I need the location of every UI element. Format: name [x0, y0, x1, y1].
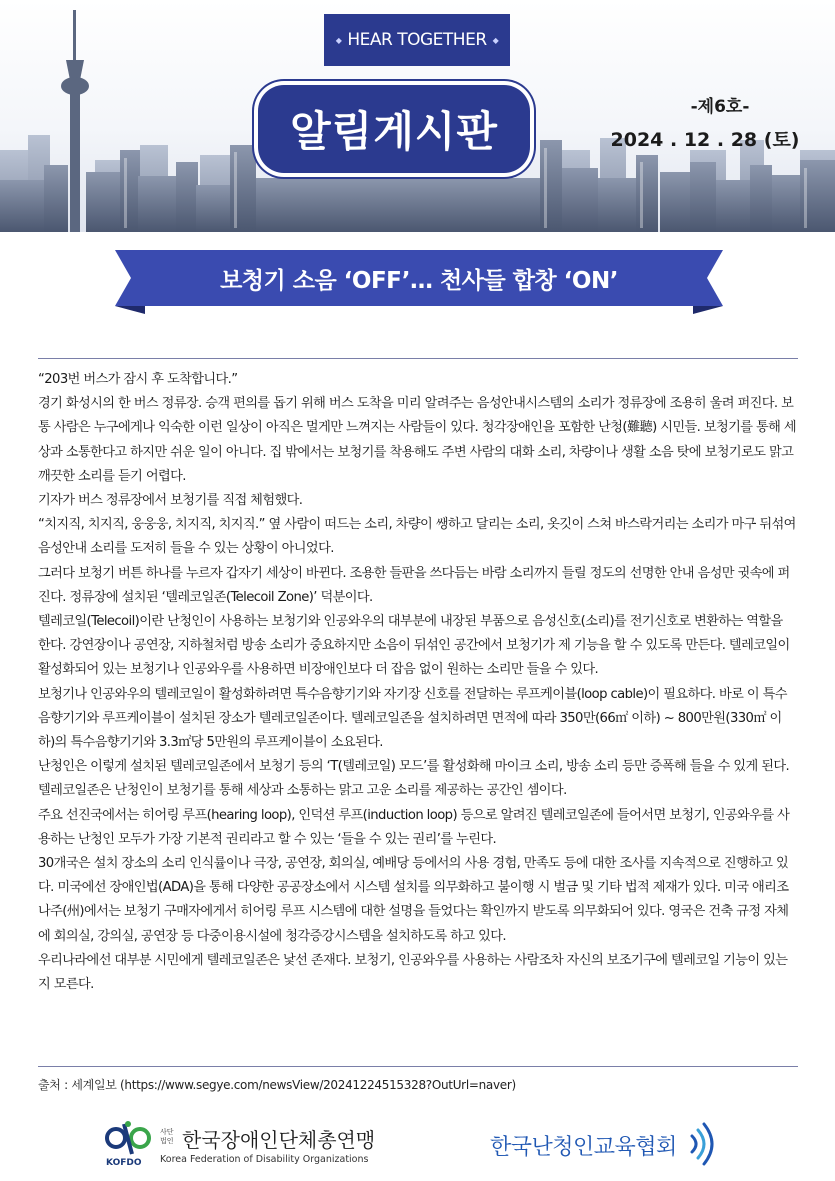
hearing-education-logo — [490, 1122, 740, 1170]
article-paragraph: 난청인은 이렇게 설치된 텔레코일존에서 보청기 등의 ‘T(텔레코일) 모드’를 활성화해 마이크 소리, 방송 소리 등만 증폭해 들을 수 있게 된다. 텔레코일존은 난청인이 보청기를 통해 세상과 소통하는 맑고 고운 소리를 제공하는 공간인 셈이다. — [38, 759, 790, 799]
divider-bottom — [38, 1066, 798, 1067]
kofdo-mark-icon — [102, 1118, 156, 1160]
kofdo-abbr: KOFDO — [106, 1158, 142, 1168]
article-paragraph: 주요 선진국에서는 히어링 루프(hearing loop), 인덕션 루프(induction loop) 등으로 알려진 텔레코일존에 들어서면 보청기, 인공와우를 사용하는 난청인 모두가 가장 기본적 권리라고 할 수 있는 ‘들을 수 있는 권리’를 누린다. — [38, 807, 790, 847]
bullet-icon: ◆ — [335, 35, 342, 45]
article-paragraph: 경기 화성시의 한 버스 정류장. 승객 편의를 돕기 위해 버스 도착을 미리 알려주는 음성안내시스템의 소리가 정류장에 조용히 울려 퍼진다. 보통 사람은 누구에게나 익숙한 이런 일상이 아직은 멀게만 느껴지는 사람들이 있다. 청각장애인을 포함한 난청(難聽) 시민들. 보청기를 통해 세상과 소통한다고 하지만 쉬운 일이 아니다. 집 밖에서는 보청기를 착용해도 주변 사람의 대화 소리, 차량이나 생활 소음 탓에 보청기로도 맑고 깨끗한 소리를 듣기 어렵다. — [38, 396, 797, 484]
kofdo-logo — [102, 1118, 382, 1174]
headline: 보청기 소음 ‘OFF’… 천사들 합창 ‘ON’ — [220, 267, 618, 294]
sound-wave-icon — [686, 1122, 722, 1166]
issue-info — [600, 92, 810, 152]
article-paragraph: 텔레코일(Telecoil)이란 난청인이 사용하는 보청기와 인공와우의 대부분에 내장된 부품으로 음성신호(소리)를 전기신호로 변환하는 역할을 한다. 강연장이나 공연장, 지하철처럼 방송 소리가 중요하지만 소음이 뒤섞인 공간에서 보청기가 제 기능을 할 수 있도록 만든다. 텔레코일이 활성화되어 있는 보청기나 인공와우를 사용하면 비장애인보다 더 잡음 없이 원하는 소리만 들을 수 있다. — [38, 614, 790, 678]
article-paragraph: 우리나라에선 대부분 시민에게 텔레코일존은 낯선 존재다. 보청기, 인공와우를 사용하는 사람조차 자신의 보조기구에 텔레코일 기능이 있는지 모른다. — [38, 952, 788, 993]
bullet-icon: ◆ — [492, 35, 499, 45]
article-paragraph: 그러다 보청기 버튼 하나를 누르자 갑자기 세상이 바뀐다. 조용한 들판을 쓰다듬는 바람 소리까지 들릴 정도의 선명한 안내 음성만 귓속에 퍼진다. 정류장에 설치된 ‘텔레코일존(Telecoil Zone)’ 덕분이다. — [38, 565, 790, 605]
divider-top — [38, 358, 798, 359]
hear-together-tag — [324, 14, 510, 66]
article-paragraph: “203번 버스가 잠시 후 도착합니다.” — [38, 372, 238, 387]
board-title: 알림게시판 — [258, 85, 530, 173]
org-name-korean: 한국장애인단체총연맹 — [182, 1128, 376, 1152]
article-paragraph: 기자가 버스 정류장에서 보청기를 직접 체험했다. — [38, 493, 303, 509]
article-paragraph: 보청기나 인공와우의 텔레코일이 활성화하려면 특수음향기기와 자기장 신호를 전달하는 루프케이블(loop cable)이 필요하다. 바로 이 특수음향기기와 루프케이블이 설치된 장소가 텔레코일존이다. 텔레코일존을 설치하려면 면적에 따라 350만(66㎡ 이하) ~ 800만원(330㎡ 이하)의 특수음향기기와 3.3㎡당 5만원의 루프케이블이 소요된다. — [38, 686, 787, 751]
header-banner — [0, 0, 835, 232]
article-body — [38, 368, 798, 997]
headline-ribbon — [115, 250, 723, 314]
source-citation: 출처 : 세계일보 (https://www.segye.com/newsView/20241224515328?OutUrl=naver) — [38, 1078, 516, 1092]
org-name-english: Korea Federation of Disability Organizations — [160, 1154, 369, 1165]
issue-date: 2024 . 12 . 28 (토) — [610, 129, 800, 151]
article-paragraph: “치지직, 치지직, 웅웅웅, 치지직, 치지직.” 옆 사람이 떠드는 소리, 차량이 쌩하고 달리는 소리, 옷깃이 스쳐 바스락거리는 소리가 마구 뒤섞여 음성안내 소리를 도저히 들을 수 있는 상황이 아니었다. — [38, 517, 796, 557]
org-name: 한국난청인교육협회 — [490, 1135, 677, 1160]
issue-number: -제6호- — [690, 97, 750, 117]
tagline-text: HEAR TOGETHER — [347, 30, 487, 50]
article-paragraph: 30개국은 설치 장소의 소리 인식률이나 극장, 공연장, 회의실, 예배당 등에서의 사용 경험, 만족도 등에 대한 조사를 지속적으로 진행하고 있다. 미국에선 장애인법(ADA)을 통해 다양한 공공장소에서 시스템 설치를 의무화하고 불이행 시 벌금 및 기타 법적 제재가 있다. 미국 애리조나주(州)에서는 보청기 구매자에게서 히어링 루프 시스템에 대한 설명을 들었다는 확인까지 받도록 의무화되어 있다. 영국은 건축 규정 자체에 회의실, 강의실, 공연장 등 다중이용시설에 청각증강시스템을 설치하도록 하고 있다. — [38, 856, 789, 944]
org-type-label: 사단법인 — [160, 1128, 174, 1145]
